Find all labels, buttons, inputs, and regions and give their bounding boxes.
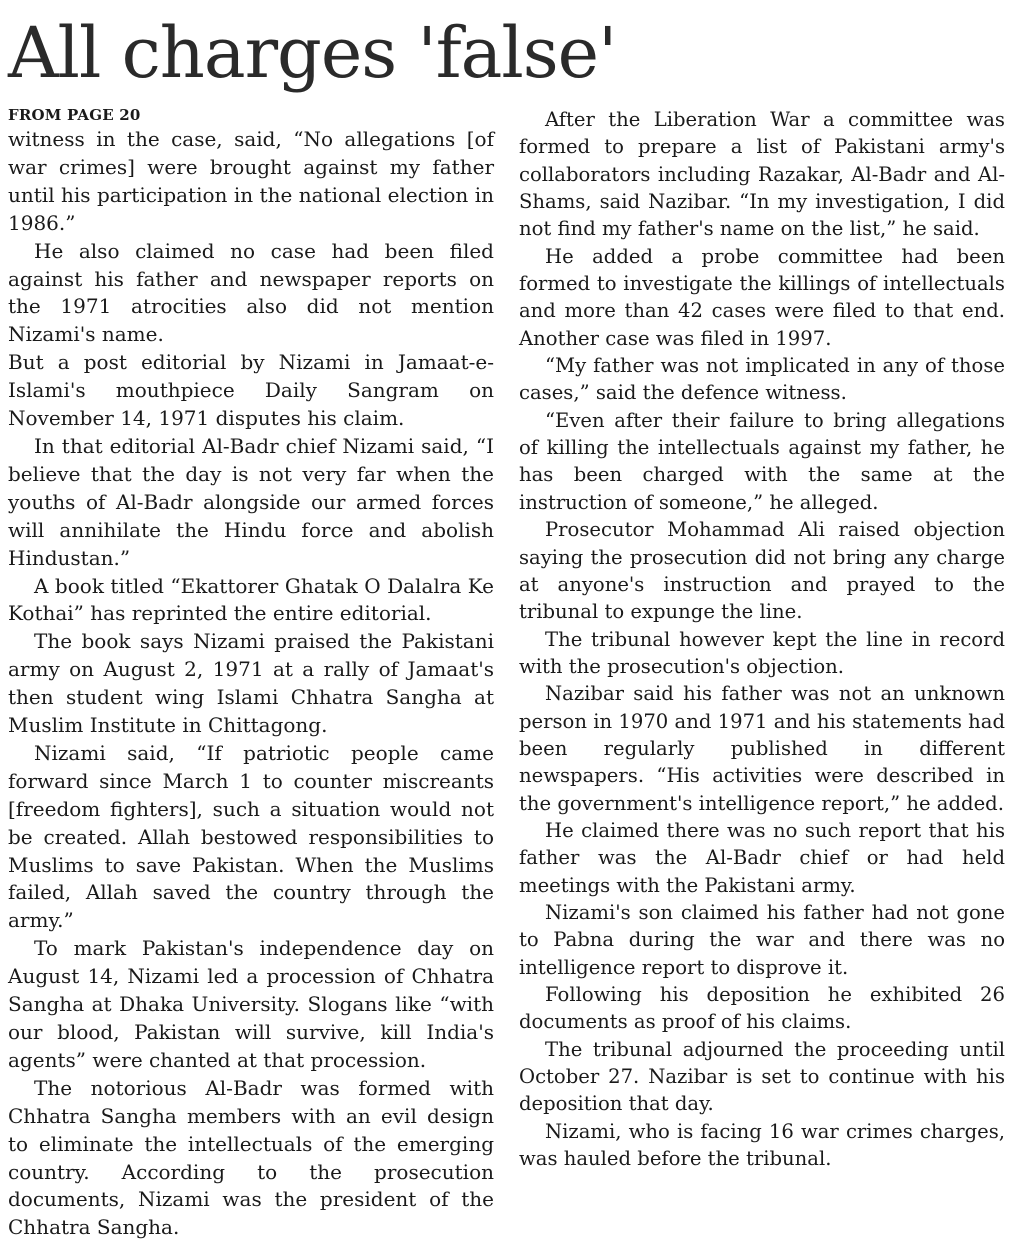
left-column	[8, 104, 494, 1242]
paragraph: Prosecutor Mohammad Ali raised objection saying the prosecution did not bring any charge at anyone's instruction and prayed to the tribunal to expunge the line.	[519, 518, 1005, 624]
paragraph: The tribunal adjourned the proceeding until October 27. Nazibar is set to continue with his deposition that day.	[519, 1037, 1005, 1116]
paragraph: Following his deposition he exhibited 26 documents as proof of his claims.	[519, 983, 1005, 1034]
paragraph: But a post editorial by Nizami in Jamaat-e-Islami's mouthpiece Daily Sangram on November 14, 1971 disputes his claim.	[8, 350, 494, 431]
paragraph: Nizami's son claimed his father had not gone to Pabna during the war and there was no intelligence report to disprove it.	[519, 900, 1005, 979]
jump-line: FROM PAGE 20	[8, 106, 141, 124]
paragraph: A book titled “Ekattorer Ghatak O Dalalra Ke Kothai” has reprinted the entire editorial.	[8, 573, 494, 626]
paragraph: He claimed there was no such report that his father was the Al-Badr chief or had held meetings with the Pakistani army.	[519, 818, 1005, 897]
paragraph: Nazibar said his father was not an unknown person in 1970 and 1971 and his statements had been regularly published in different newspapers. “His activities were described in the government's intelligence report,” he added.	[519, 682, 1005, 815]
paragraph: To mark Pakistan's independence day on August 14, Nizami led a procession of Chhatra Sangha at Dhaka University. Slogans like “with our blood, Pakistan will survive, kill India's agents” were chanted at that procession.	[8, 936, 494, 1072]
paragraph: The book says Nizami praised the Pakistani army on August 2, 1971 at a rally of Jamaat's then student wing Islami Chhatra Sangha at Muslim Institute in Chittagong.	[8, 629, 494, 738]
paragraph: In that editorial Al-Badr chief Nizami said, “I believe that the day is not very far when the youths of Al-Badr alongside our armed forces will annihilate the Hindu force and abolish Hindustan.”	[8, 433, 494, 570]
paragraph: Nizami, who is facing 16 war crimes charges, was hauled before the tribunal.	[519, 1119, 1005, 1171]
paragraph: witness in the case, said, “No allegations [of war crimes] were brought against my father until his participation in the national election in 1986.”	[8, 127, 494, 235]
right-column	[519, 106, 1005, 1172]
paragraph: He also claimed no case had been filed against his father and newspaper reports on the 1971 atrocities also did not mention Nizami's name.	[8, 238, 494, 347]
paragraph: “Even after their failure to bring allegations of killing the intellectuals against my father, he has been charged with the same at the instruction of someone,” he alleged.	[519, 408, 1005, 514]
paragraph: Nizami said, “If patriotic people came forward since March 1 to counter miscreants [freedom fighters], such a situation would not be created. Allah bestowed responsibilities to Muslims to save Pakistan. When the Muslims failed, Allah saved the country through the army.”	[8, 740, 494, 933]
headline: All charges 'false'	[8, 12, 617, 94]
paragraph: The notorious Al-Badr was formed with Chhatra Sangha members with an evil design to eliminate the intellectuals of the emerging country. According to the prosecution documents, Nizami was the president of the Chhatra Sangha.	[8, 1075, 494, 1240]
paragraph: He added a probe committee had been formed to investigate the killings of intellectuals and more than 42 cases were filed to that end. Another case was filed in 1997.	[519, 244, 1005, 350]
paragraph: “My father was not implicated in any of those cases,” said the defence witness.	[519, 354, 1005, 405]
paragraph: The tribunal however kept the line in record with the prosecution's objection.	[519, 627, 1005, 678]
paragraph: After the Liberation War a committee was formed to prepare a list of Pakistani army's collaborators including Razakar, Al-Badr and Al-Shams, said Nazibar. “In my investigation, I did not find my father's name on the list,” he said.	[519, 108, 1005, 241]
